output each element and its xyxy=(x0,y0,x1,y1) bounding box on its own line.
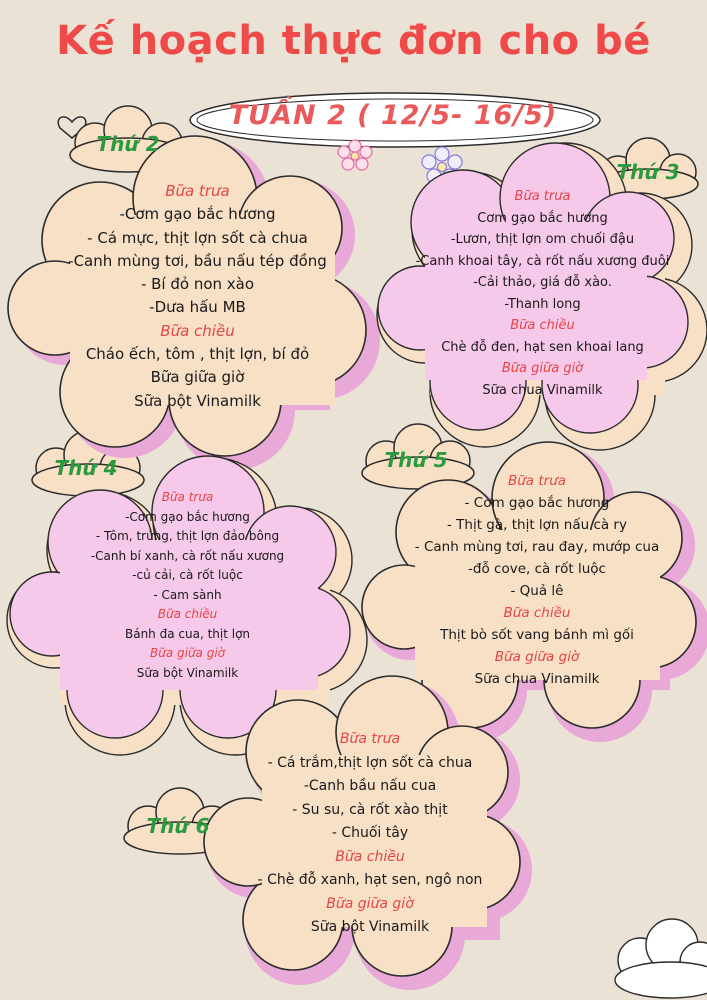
menu-thu5 xyxy=(378,470,696,690)
menu-item: -Cải thảo, giá đỗ xào. xyxy=(473,275,612,290)
menu-item: Cháo ếch, tôm , thịt lợn, bí đỏ xyxy=(85,345,310,364)
menu-item: - Cá trắm,thịt lợn sốt cà chua xyxy=(267,754,473,771)
menu-item: Sữa bột Vinamilk xyxy=(310,919,430,935)
meal-label-snack: Bữa giữa giờ xyxy=(150,368,245,387)
day-label-thu4: Thứ 4 xyxy=(54,456,118,480)
meal-label-lunch: Bữa trưa xyxy=(339,731,401,747)
meal-label-snack: Bữa giữa giờ xyxy=(501,361,584,376)
menu-item: - Canh mùng tơi, rau đay, mướp cua xyxy=(414,539,660,555)
menu-item: - Chuối tây xyxy=(331,825,409,841)
page-title: Kế hoạch thực đơn cho bé xyxy=(56,18,651,64)
menu-item: - Cá mực, thịt lợn sốt cà chua xyxy=(87,228,308,247)
meal-label-afternoon: Bữa chiều xyxy=(157,607,218,621)
meal-label-afternoon: Bữa chiều xyxy=(510,318,575,333)
meal-label-lunch: Bữa trưa xyxy=(514,189,571,204)
meal-label-snack: Bữa giữa giờ xyxy=(326,895,414,912)
menu-item: Chè đỗ đen, hạt sen khoai lang xyxy=(441,339,644,355)
menu-item: - Tôm, trứng, thịt lợn đảo bông xyxy=(95,529,280,543)
day-label-thu3: Thứ 3 xyxy=(616,160,680,184)
menu-item: -Canh mùng tơi, bầu nấu tép đồng xyxy=(68,251,327,270)
menu-item: - Bí đỏ non xào xyxy=(140,275,255,294)
corner-cloud xyxy=(615,919,707,998)
menu-item: Sữa chua Vinamilk xyxy=(482,382,603,398)
menu-thu2 xyxy=(20,180,375,413)
menu-item: - Quả lê xyxy=(510,583,564,599)
menu-item: - Su su, cà rốt xào thịt xyxy=(292,801,448,818)
meal-label-afternoon: Bữa chiều xyxy=(160,321,235,340)
menu-item: - Thịt gà, thịt lợn nấu cà ry xyxy=(447,517,627,533)
menu-item: -Canh bầu nấu cua xyxy=(303,778,437,794)
menu-thu6 xyxy=(215,728,525,940)
menu-item: Bánh đa cua, thịt lợn xyxy=(124,626,251,641)
menu-item: Thịt bò sốt vang bánh mì gối xyxy=(440,627,634,643)
menu-thu3 xyxy=(385,186,700,401)
day-label-thu6: Thứ 6 xyxy=(146,814,210,838)
menu-item: Sữa bột Vinamilk xyxy=(134,391,261,410)
menu-item: -Cơm gạo bắc hương xyxy=(125,509,250,524)
menu-item: -Cơm gạo bắc hương xyxy=(119,205,276,224)
meal-label-afternoon: Bữa chiều xyxy=(335,848,405,865)
day-label-thu5: Thứ 5 xyxy=(384,448,448,472)
menu-item: -Canh bí xanh, cà rốt nấu xương xyxy=(90,548,285,563)
menu-item: - Cơm gạo bắc hương xyxy=(464,495,610,511)
menu-item: - Chè đỗ xanh, hạt sen, ngô non xyxy=(257,872,483,888)
menu-item: -Dưa hấu MB xyxy=(149,298,246,317)
meal-label-snack: Bữa giữa giờ xyxy=(149,646,226,660)
week-label: TUẦN 2 ( 12/5- 16/5) xyxy=(228,100,558,131)
meal-label-lunch: Bữa trưa xyxy=(161,490,214,504)
menu-thu4 xyxy=(30,488,345,683)
menu-item: - Cam sành xyxy=(153,587,222,602)
menu-item: Sữa chua Vinamilk xyxy=(474,671,600,687)
meal-label-lunch: Bữa trưa xyxy=(507,473,567,489)
menu-item: -Thanh long xyxy=(504,296,581,312)
menu-item: -đỗ cove, cà rốt luộc xyxy=(468,561,606,577)
day-label-thu2: Thứ 2 xyxy=(96,132,160,156)
menu-item: Sữa bột Vinamilk xyxy=(136,665,239,680)
menu-item: Cơm gạo bắc hương xyxy=(477,210,608,226)
menu-item: -Lươn, thịt lợn om chuối đậu xyxy=(450,232,635,247)
meal-label-snack: Bữa giữa giờ xyxy=(494,649,580,665)
menu-item: -Canh khoai tây, cà rốt nấu xương đuôi xyxy=(415,253,670,269)
meal-label-lunch: Bữa trưa xyxy=(165,182,230,200)
menu-item: -củ cải, cà rốt luộc xyxy=(132,568,243,582)
meal-label-afternoon: Bữa chiều xyxy=(503,605,571,621)
